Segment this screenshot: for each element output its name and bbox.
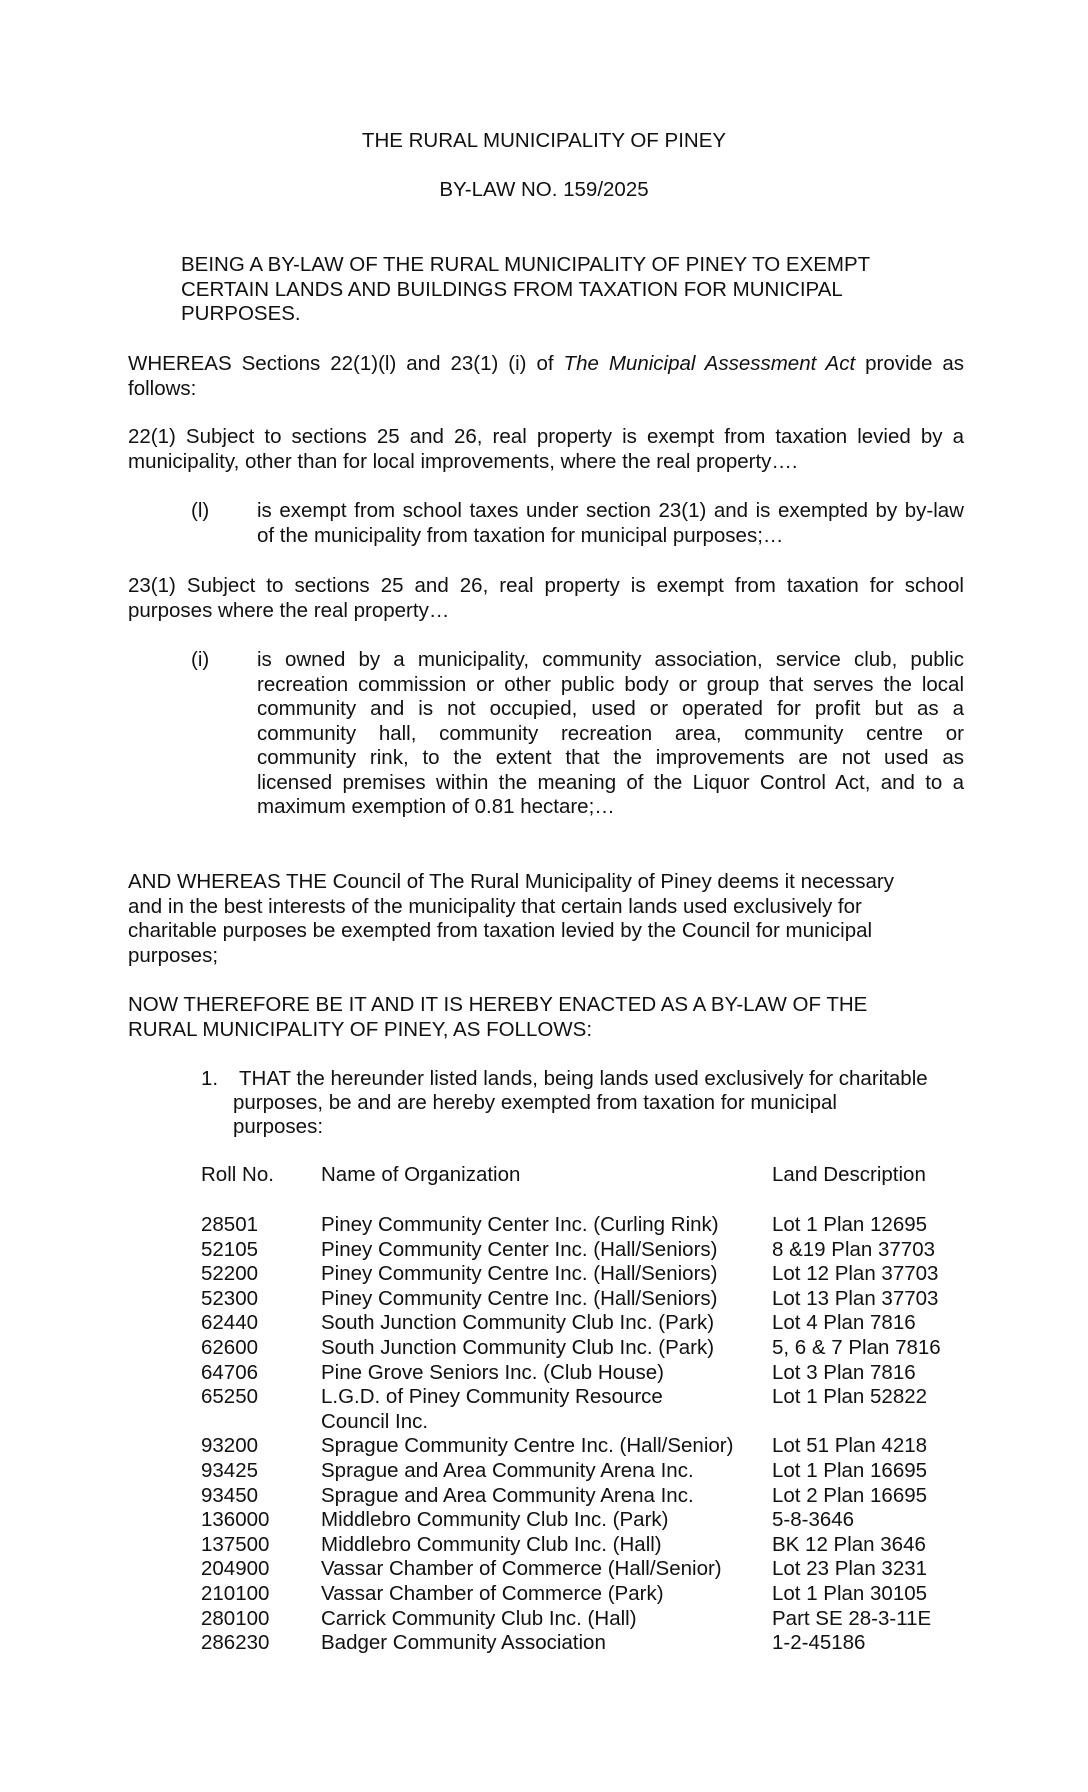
roll-number-cell: 204900: [201, 1557, 270, 1581]
roll-number-cell: 28501: [201, 1213, 259, 1236]
table-row: [0, 1434, 1088, 1459]
and-whereas-line: charitable purposes be exempted from taxation levied by the Council for municipal: [128, 919, 873, 942]
section-22-item-text: [257, 499, 964, 548]
clause-1-number: 1.: [201, 1067, 219, 1090]
column-header-land-description: Land Description: [772, 1163, 926, 1186]
land-description-cell: Lot 4 Plan 7816: [772, 1311, 916, 1335]
section-23-item-line: community and is not occupied, used or operated for profit but as a: [257, 697, 964, 720]
organization-cell: Sprague and Area Community Arena Inc.: [321, 1459, 694, 1482]
section-22-line: municipality, other than for local improvements, where the real property….: [128, 449, 798, 473]
enacting-line: NOW THEREFORE BE IT AND IT IS HEREBY ENACTED AS A BY-LAW OF THE: [128, 993, 868, 1016]
roll-number-cell: 93200: [201, 1434, 259, 1458]
organization-cell: Vassar Chamber of Commerce (Hall/Senior): [321, 1557, 722, 1581]
act-name: The Municipal Assessment Act: [563, 352, 856, 375]
section-23-line: 23(1) Subject to sections 25 and 26, real property is exempt from taxation for school: [128, 574, 964, 597]
table-row: [0, 1533, 1088, 1558]
table-row: [0, 1410, 1088, 1435]
table-row: [0, 1287, 1088, 1312]
organization-cell: Pine Grove Seniors Inc. (Club House): [321, 1360, 664, 1384]
land-description-cell: BK 12 Plan 3646: [772, 1532, 926, 1556]
land-description-cell: 1-2-45186: [772, 1631, 866, 1655]
organization-cell: Piney Community Center Inc. (Curling Rink): [321, 1213, 719, 1236]
table-row: [0, 1336, 1088, 1361]
exempt-lands-table: [0, 1163, 1088, 1653]
organization-cell: Middlebro Community Club Inc. (Park): [321, 1508, 669, 1532]
land-description-cell: Part SE 28-3-11E: [772, 1606, 932, 1630]
land-description-cell: Lot 51 Plan 4218: [772, 1434, 928, 1458]
organization-cell: Sprague Community Centre Inc. (Hall/Senior): [321, 1434, 734, 1458]
section-23-item-line: community rink, to the extent that the improvements are not used as: [257, 746, 964, 769]
table-row: [0, 1262, 1088, 1287]
organization-cell: South Junction Community Club Inc. (Park): [321, 1311, 715, 1335]
enacting-clause: [128, 993, 978, 1042]
bylaw-title-block: [181, 253, 981, 327]
clause-1-line: purposes:: [233, 1115, 324, 1138]
clause-1-line: THAT the hereunder listed lands, being lands used exclusively for charitable: [239, 1067, 928, 1090]
enacting-line: RURAL MUNICIPALITY OF PINEY, AS FOLLOWS:: [128, 1017, 593, 1041]
and-whereas-line: AND WHEREAS THE Council of The Rural Municipality of Piney deems it necessary: [128, 870, 894, 893]
roll-number-cell: 62600: [201, 1336, 259, 1359]
roll-number-cell: 52300: [201, 1286, 259, 1310]
whereas-sections-line: WHEREAS Sections 22(1)(l) and 23(1) (i) of The Municipal Assessment Act provide as: [128, 352, 964, 375]
roll-number-cell: 52200: [201, 1262, 259, 1286]
table-row: [0, 1631, 1088, 1656]
table-row: [0, 1361, 1088, 1386]
bylaw-title-line: BEING A BY-LAW OF THE RURAL MUNICIPALITY OF PINEY TO EXEMPT: [181, 253, 871, 276]
land-description-cell: Lot 23 Plan 3231: [772, 1557, 928, 1581]
table-row: [0, 1459, 1088, 1484]
table-row: [0, 1311, 1088, 1336]
column-header-roll-no: Roll No.: [201, 1163, 274, 1186]
section-22-item-line: of the municipality from taxation for municipal purposes;…: [257, 523, 784, 547]
roll-number-cell: 93425: [201, 1459, 259, 1482]
table-row: [0, 1238, 1088, 1263]
organization-cell: Piney Community Center Inc. (Hall/Seniors): [321, 1237, 718, 1261]
table-row: [0, 1385, 1088, 1410]
section-22-line: 22(1) Subject to sections 25 and 26, real property is exempt from taxation levied by a: [128, 425, 964, 448]
table-row: [0, 1484, 1088, 1509]
organization-cell: Middlebro Community Club Inc. (Hall): [321, 1532, 662, 1556]
whereas-sections-paragraph: [128, 352, 964, 401]
section-23-item-line: community hall, community recreation area, community centre or: [257, 721, 964, 745]
roll-number-cell: 137500: [201, 1532, 270, 1556]
section-23-item-line: is owned by a municipality, community association, service club, public: [257, 648, 964, 671]
section-23-item-line: maximum exemption of 0.81 hectare;…: [257, 795, 615, 818]
land-description-cell: Lot 12 Plan 37703: [772, 1262, 939, 1286]
land-description-cell: Lot 1 Plan 30105: [772, 1582, 928, 1605]
bylaw-title-line: CERTAIN LANDS AND BUILDINGS FROM TAXATION FOR MUNICIPAL: [181, 277, 843, 301]
section-23-item-text: [257, 648, 964, 820]
column-header-organization: Name of Organization: [321, 1163, 521, 1186]
land-description-cell: Lot 1 Plan 16695: [772, 1459, 928, 1482]
organization-cell: South Junction Community Club Inc. (Park): [321, 1336, 715, 1359]
land-description-cell: Lot 2 Plan 16695: [772, 1483, 928, 1507]
organization-cell: Badger Community Association: [321, 1631, 606, 1655]
land-description-cell: Lot 13 Plan 37703: [772, 1286, 939, 1310]
organization-cell: Carrick Community Club Inc. (Hall): [321, 1606, 637, 1630]
section-23-line: purposes where the real property…: [128, 598, 450, 622]
land-description-cell: Lot 3 Plan 7816: [772, 1360, 916, 1384]
land-description-cell: 5, 6 & 7 Plan 7816: [772, 1336, 941, 1359]
roll-number-cell: 65250: [201, 1385, 259, 1409]
land-description-cell: Lot 1 Plan 52822: [772, 1385, 928, 1409]
roll-number-cell: 280100: [201, 1606, 270, 1630]
roll-number-cell: 210100: [201, 1582, 270, 1605]
table-row: [0, 1213, 1088, 1238]
roll-number-cell: 286230: [201, 1631, 270, 1655]
and-whereas-line: purposes;: [128, 943, 219, 967]
section-22-item-label: (l): [191, 499, 210, 522]
organization-cell: Piney Community Centre Inc. (Hall/Seniors): [321, 1286, 718, 1310]
roll-number-cell: 62440: [201, 1311, 259, 1335]
table-row: [0, 1508, 1088, 1533]
land-description-cell: 5-8-3646: [772, 1508, 855, 1532]
table-row: [0, 1607, 1088, 1632]
and-whereas-paragraph: [128, 870, 978, 968]
clause-1-line: purposes, be and are hereby exempted from taxation for municipal: [233, 1091, 837, 1114]
bylaw-title-line: PURPOSES.: [181, 302, 301, 325]
organization-cell: Sprague and Area Community Arena Inc.: [321, 1483, 694, 1507]
table-header-row: [0, 1163, 1088, 1188]
roll-number-cell: 52105: [201, 1237, 259, 1261]
section-23-item-label: (i): [191, 648, 210, 671]
section-22-item-line: is exempt from school taxes under section 23(1) and is exempted by by-law: [257, 499, 964, 522]
section-23-item-line: licensed premises within the meaning of the Liquor Control Act, and to a: [257, 770, 964, 794]
organization-cell: Piney Community Centre Inc. (Hall/Seniors): [321, 1262, 718, 1286]
section-23-paragraph: [128, 574, 964, 623]
roll-number-cell: 64706: [201, 1360, 259, 1384]
roll-number-cell: 93450: [201, 1483, 259, 1507]
roll-number-cell: 136000: [201, 1508, 270, 1532]
municipality-heading: THE RURAL MUNICIPALITY OF PINEY: [361, 129, 727, 152]
organization-cell: L.G.D. of Piney Community Resource: [321, 1385, 663, 1409]
and-whereas-line: and in the best interests of the municipality that certain lands used exclusively for: [128, 894, 862, 918]
bylaw-number-heading: BY-LAW NO. 159/2025: [439, 178, 649, 201]
section-23-item-line: recreation commission or other public body or group that serves the local: [257, 672, 964, 696]
organization-cell: Vassar Chamber of Commerce (Park): [321, 1582, 664, 1605]
section-22-paragraph: [128, 425, 964, 474]
whereas-sections-line: follows:: [128, 376, 197, 400]
table-row: [0, 1557, 1088, 1582]
organization-cell: Council Inc.: [321, 1409, 429, 1433]
land-description-cell: 8 &19 Plan 37703: [772, 1237, 935, 1261]
land-description-cell: Lot 1 Plan 12695: [772, 1213, 928, 1236]
table-row: [0, 1582, 1088, 1607]
